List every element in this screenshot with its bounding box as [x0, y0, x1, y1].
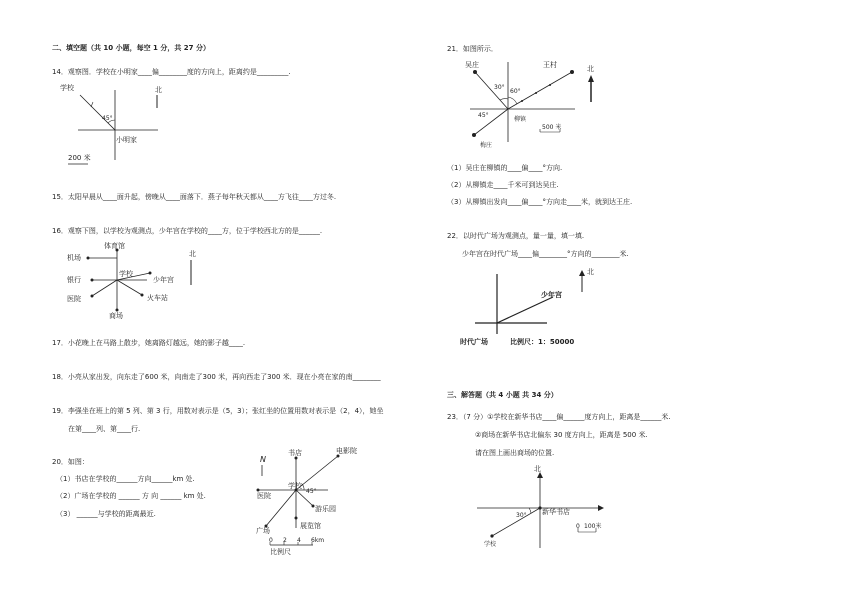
q22-scale-label: 比例尺：1：50000: [510, 338, 575, 346]
q21-angle-30: 30°: [494, 84, 505, 91]
q20-figure: [248, 448, 388, 558]
q20-exhibit-label: 展览馆: [300, 522, 321, 530]
q21-meizhuang-label: 梅庄: [480, 142, 493, 149]
question-15: 15．太阳早晨从____面升起，傍晚从____面落下．燕子每年秋天都从____方飞往____方过冬.: [52, 193, 337, 201]
q16-north-label: 北: [189, 250, 196, 258]
q16-figure: [62, 240, 212, 320]
q23-figure: [472, 462, 622, 552]
question-14: 14．观察图．学校在小明家____偏________度的方向上，距离约是_________.: [52, 68, 291, 76]
question-17: 17．小花晚上在马路上散步，她离路灯越远，她的影子越____.: [52, 339, 246, 347]
question-22-line-1: 22．以时代广场为观测点，量一量，填一填.: [447, 232, 585, 240]
q21-angle-60: 60°: [510, 88, 521, 95]
q20-school-label: 学校: [288, 482, 302, 490]
q21-north-label: 北: [587, 65, 594, 73]
q16-airport-label: 机场: [67, 254, 81, 262]
question-23-part-1: 23．（7 分）①学校在新华书店____偏______度方向上，距离是______米.: [447, 413, 671, 421]
q21-liuzhen-label: 柳镇: [514, 116, 527, 123]
question-23-part-3: 请在图上画出商场的位置.: [475, 449, 555, 457]
q14-home-label: 小明家: [116, 136, 137, 144]
q20-park-label: 游乐园: [315, 505, 336, 513]
q14-scale-label: 200 米: [68, 154, 91, 162]
q21-wuzhuang-label: 吴庄: [465, 61, 479, 69]
q20-hospital-label: 医院: [257, 492, 271, 500]
q21-figure: [460, 57, 610, 152]
q21-wangcun-label: 王村: [543, 61, 557, 69]
question-20-part-2: （2）广场在学校的 ______ 方 向 ______ km 处.: [56, 492, 206, 500]
q16-station-label: 火车站: [147, 294, 168, 302]
q16-bank-label: 银行: [67, 276, 81, 284]
section-title-fill: 二、填空题（共 10 小题，每空 1 分，共 27 分）: [52, 44, 210, 52]
q20-cinema-label: 电影院: [336, 447, 357, 455]
q20-tick-2: 2: [283, 537, 287, 544]
q23-north-label: 北: [534, 465, 541, 473]
question-16: 16．观察下图，以学校为观测点，少年宫在学校的____方，位于学校西北方的是______.: [52, 227, 323, 235]
q14-angle-label: 45°: [102, 115, 113, 122]
q20-tick-6: 6km: [311, 537, 325, 544]
q20-plaza-label: 广场: [256, 527, 270, 535]
q16-hospital-label: 医院: [67, 295, 81, 303]
q20-angle-label: 45°: [306, 488, 317, 495]
question-20-part-3: （3） ______与学校的距离最近.: [56, 510, 156, 518]
q16-mall-label: 商场: [109, 312, 123, 320]
q22-youth-label: 少年宫: [541, 291, 562, 299]
section-title-answer: 三、解答题（共 4 小题 共 34 分）: [447, 391, 558, 399]
q14-figure: [60, 80, 170, 170]
question-19-line-2: 在第____列、第____行.: [68, 425, 141, 433]
q21-angle-45: 45°: [478, 112, 489, 119]
question-22-line-2: 少年宫在时代广场____偏________°方向的________米.: [462, 250, 629, 258]
q20-scale-label: 比例尺: [270, 548, 291, 556]
q20-bookstore-label: 书店: [288, 449, 302, 457]
q20-north-label: N: [260, 455, 266, 464]
question-21-title: 21．如图所示．: [447, 45, 498, 53]
q21-scale-label: 500 米: [542, 124, 562, 131]
q22-figure: [455, 262, 615, 352]
q16-gym-label: 体育馆: [104, 242, 125, 250]
q23-scale-label: 100米: [584, 523, 602, 530]
question-19-line-1: 19．李强坐在班上的第 5 列、第 3 行，用数对表示是（5，3）；张红坐的位置用数对表示是（2，4），她坐: [52, 407, 384, 415]
q23-angle-label: 30°: [516, 512, 527, 519]
q20-tick-4: 4: [297, 537, 301, 544]
q14-north-label: 北: [155, 86, 162, 94]
question-20-part-1: （1）书店在学校的______方向______km 处.: [56, 475, 195, 483]
question-23-part-2: ②商场在新华书店北偏东 30 度方向上，距离是 500 米.: [475, 431, 648, 439]
q23-school-label: 学校: [484, 541, 497, 548]
q20-tick-0: 0: [269, 537, 273, 544]
q22-plaza-label: 时代广场: [460, 338, 488, 346]
q23-scale-zero: 0: [576, 523, 580, 530]
q22-north-label: 北: [587, 268, 594, 276]
question-21-part-3: （3）从柳镇出发向____偏____°方向走____米，就到达王庄.: [447, 198, 633, 206]
q23-bookstore-label: 新华书店: [542, 508, 570, 516]
question-20-title: 20．如图：: [52, 458, 89, 466]
question-21-part-2: （2）从柳镇走____千米可到达吴庄.: [447, 181, 559, 189]
q16-youth-label: 少年宫: [153, 276, 174, 284]
question-18: 18．小亮从家出发，向东走了600 米，向南走了300 米，再向西走了300 米．现在小亮在家的南________: [52, 373, 381, 381]
q16-school-label: 学校: [119, 270, 133, 278]
question-21-part-1: （1）吴庄在柳镇的____偏____°方向.: [447, 164, 563, 172]
q14-school-label: 学校: [60, 84, 74, 92]
